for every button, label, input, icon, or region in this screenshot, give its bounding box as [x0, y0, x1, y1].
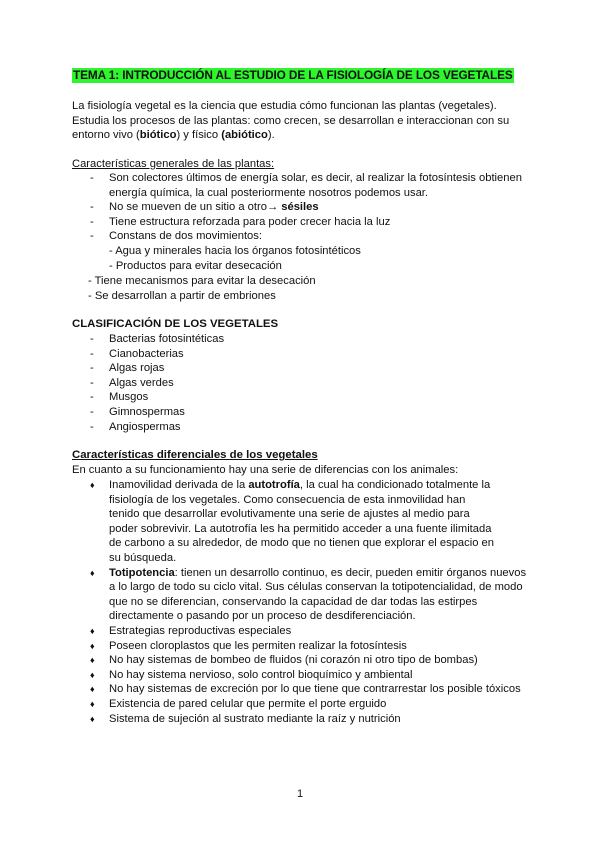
list-item: - Angiospermas — [88, 420, 224, 435]
list-item: ♦ Totipotencia: tienen un desarrollo continuo, es decir, pueden emitir órganos nuevos a lo largo de todo su ciclo vital. Sus células conservan la totipotencialidad, de modo que no se diferencian, conservando la capacidad de dar todas las estirpes directamente o pasando por un proceso de desdiferenciación. — [90, 566, 530, 624]
list-item: - Tiene estructura reforzada para poder crecer hacia la luz — [88, 215, 528, 230]
intro-paragraph — [72, 99, 532, 143]
intro-line: La fisiología vegetal es la ciencia que estudia cómo funcionan las plantas (vegetales). — [72, 100, 497, 112]
list-item: ♦ Existencia de pared celular que permite el porte erguido — [90, 697, 530, 712]
list-item: - Bacterias fotosintéticas — [88, 332, 224, 347]
list-item: - Gimnospermas — [88, 405, 224, 420]
list-item: - Son colectores últimos de energía solar, es decir, al realizar la fotosíntesis obtienen energía química, la cual posteriormente nosotros podemos usar. — [88, 171, 528, 200]
list-item: ♦ Estrategias reproductivas especiales — [90, 624, 530, 639]
list-item: - No se mueven de un sitio a otro→ sésiles — [88, 200, 528, 215]
list-item: - Musgos — [88, 390, 224, 405]
diferenciales-list — [90, 478, 530, 726]
totipotencia-term: Totipotencia — [109, 566, 175, 579]
clasificacion-heading: CLASIFICACIÓN DE LOS VEGETALES — [72, 318, 279, 330]
list-item: - Algas rojas — [88, 361, 224, 376]
list-item: ♦ Inamovilidad derivada de la autotrofía, la cual ha condicionado totalmente la fisiología de los vegetales. Como consecuencia de esta inmovilidad han tenido que desarrollar evolutivamente una serie de ajustes al medio para poder sobrevivir. La autotrofía les ha permitido acceder a una fuente ilimitada de carbono a su alrededor, de modo que no tienen que explorar el espacio en su búsqueda. — [90, 478, 530, 566]
sub-item: - Productos para evitar desecación — [109, 260, 282, 272]
document-title: TEMA 1: INTRODUCCIÓN AL ESTUDIO DE LA FISIOLOGÍA DE LOS VEGETALES — [73, 68, 513, 82]
list-item: - Cianobacterias — [88, 347, 224, 362]
list-item: - Algas verdes — [88, 376, 224, 391]
list-item: ♦ Sistema de sujeción al sustrato mediante la raíz y nutrición — [90, 712, 530, 727]
list-item: ♦ No hay sistemas de bombeo de fluidos (ni corazón ni otro tipo de bombas) — [90, 653, 530, 668]
caracteristicas-list — [88, 171, 528, 244]
intro-line: Estudia los procesos de las plantas: como crecen, se desarrollan e interaccionan con su — [72, 114, 510, 127]
page-number: 1 — [296, 788, 304, 800]
biotico-term: biótico — [139, 129, 177, 142]
extra-item: - Tiene mecanismos para evitar la desecación — [88, 275, 316, 287]
sub-item: - Agua y minerales hacia los órganos fotosintéticos — [109, 245, 361, 257]
extra-item: - Se desarrollan a partir de embriones — [88, 290, 276, 302]
intro-line: entorno vivo (biótico) y físico (abiótico). — [72, 129, 275, 142]
caracteristicas-heading: Características generales de las plantas: — [72, 158, 275, 170]
list-item: ♦ Poseen cloroplastos que les permiten realizar la fotosíntesis — [90, 639, 530, 654]
diferenciales-heading: Características diferenciales de los vegetales — [72, 449, 318, 461]
list-item: ♦ No hay sistemas de excreción por lo que tiene que contrarrestar los posible tóxicos — [90, 682, 530, 697]
autotrofia-term: autotrofía — [248, 479, 300, 491]
list-item: - Constans de dos movimientos: — [88, 229, 528, 244]
list-item: ♦ No hay sistema nervioso, solo control bioquímico y ambiental — [90, 668, 530, 683]
abiotico-term: (abiótico — [221, 129, 268, 142]
clasificacion-list — [88, 332, 224, 434]
sesiles-term: sésiles — [281, 201, 319, 214]
diferenciales-intro: En cuanto a su funcionamiento hay una serie de diferencias con los animales: — [72, 464, 459, 476]
